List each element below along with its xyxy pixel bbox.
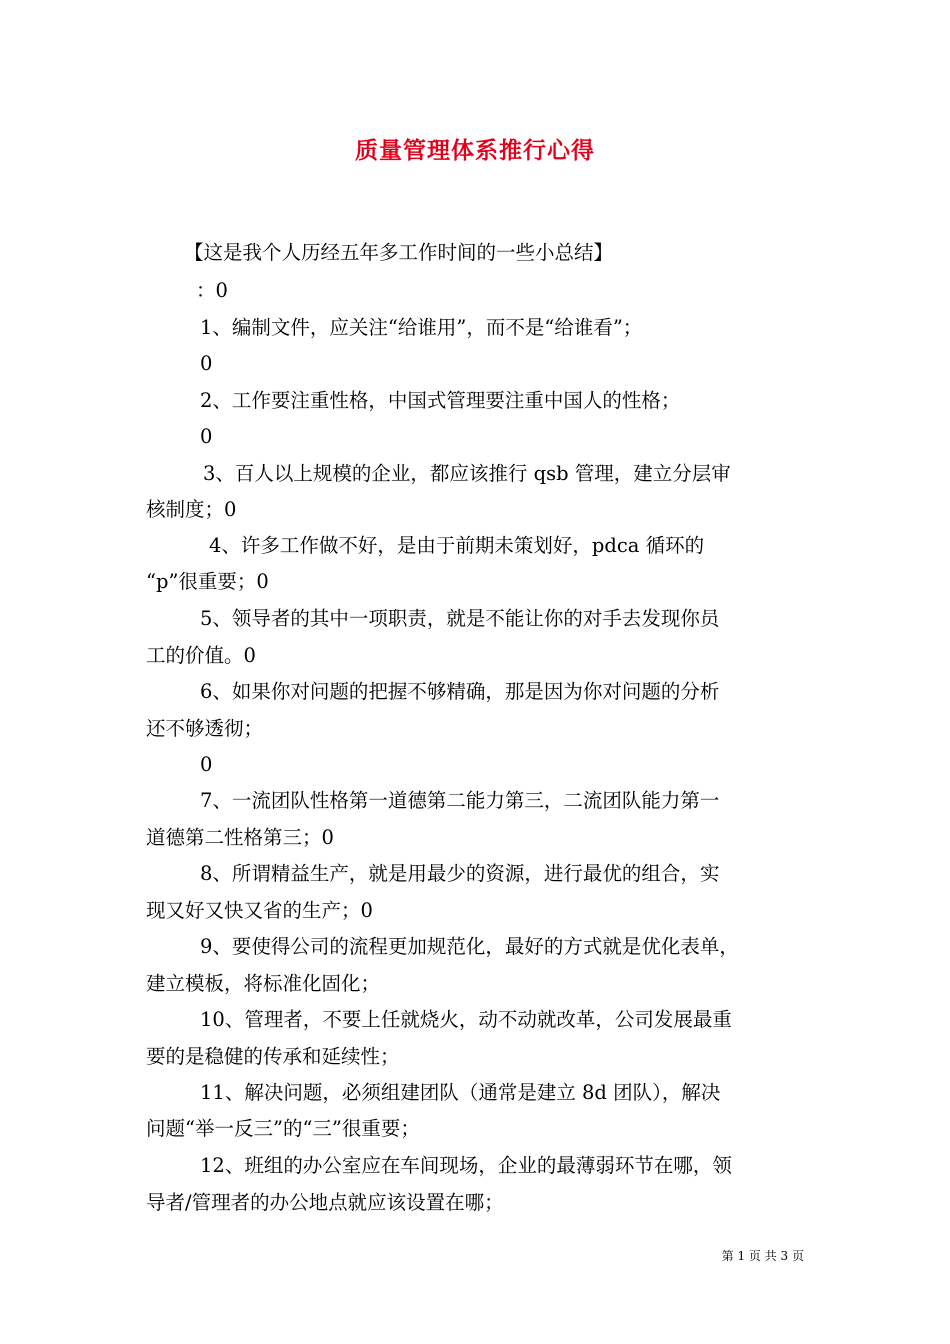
paragraph-line: 问题“举一反三”的“三”很重要； — [146, 1117, 420, 1140]
paragraph-line: 要的是稳健的传承和延续性； — [146, 1045, 400, 1068]
paragraph-line: 7、一流团队性格第一道德第二能力第三，二流团队能力第一 — [200, 789, 720, 812]
paragraph-line: 导者/管理者的办公地点就应该设置在哪； — [146, 1191, 504, 1214]
paragraph-line: 【这是我个人历经五年多工作时间的一些小总结】 — [184, 241, 614, 264]
paragraph-line: 0 — [200, 425, 213, 448]
paragraph-line: 0 — [200, 753, 213, 776]
paragraph-line: 现又好又快又省的生产；0 — [146, 899, 373, 922]
paragraph-line: 还不够透彻； — [146, 717, 264, 740]
paragraph-line: 建立模板，将标准化固化； — [146, 972, 381, 995]
paragraph-line: 核制度；0 — [146, 498, 237, 521]
paragraph-line: 1、编制文件，应关注“给谁用”，而不是“给谁看”； — [200, 316, 643, 339]
paragraph-line: 9、要使得公司的流程更加规范化，最好的方式就是优化表单， — [200, 935, 739, 958]
paragraph-line: 3、百人以上规模的企业，都应该推行 qsb 管理，建立分层审 — [203, 462, 731, 485]
paragraph-line: 6、如果你对问题的把握不够精确，那是因为你对问题的分析 — [200, 680, 720, 703]
paragraph-line: “p”很重要；0 — [146, 570, 269, 593]
paragraph-line: 道德第二性格第三；0 — [146, 826, 334, 849]
paragraph-line: 12、班组的办公室应在车间现场，企业的最薄弱环节在哪，领 — [200, 1154, 732, 1177]
paragraph-line: 10、管理者，不要上任就烧火，动不动就改革，公司发展最重 — [200, 1008, 732, 1031]
page-footer: 第 1 页 共 3 页 — [721, 1249, 804, 1263]
paragraph-line: 工的价值。0 — [146, 644, 256, 667]
paragraph-line: 11、解决问题，必须组建团队（通常是建立 8d 团队），解决 — [200, 1081, 721, 1104]
paragraph-line: 2、工作要注重性格，中国式管理要注重中国人的性格； — [200, 389, 681, 412]
paragraph-line: 5、领导者的其中一项职责，就是不能让你的对手去发现你员 — [200, 607, 720, 630]
document-title: 质量管理体系推行心得 — [355, 137, 595, 164]
paragraph-line: 4、许多工作做不好，是由于前期未策划好，pdca 循环的 — [209, 534, 705, 557]
paragraph-line: 0 — [200, 352, 213, 375]
paragraph-line: 8、所谓精益生产，就是用最少的资源，进行最优的组合，实 — [200, 862, 720, 885]
paragraph-line: ：0 — [196, 279, 228, 302]
